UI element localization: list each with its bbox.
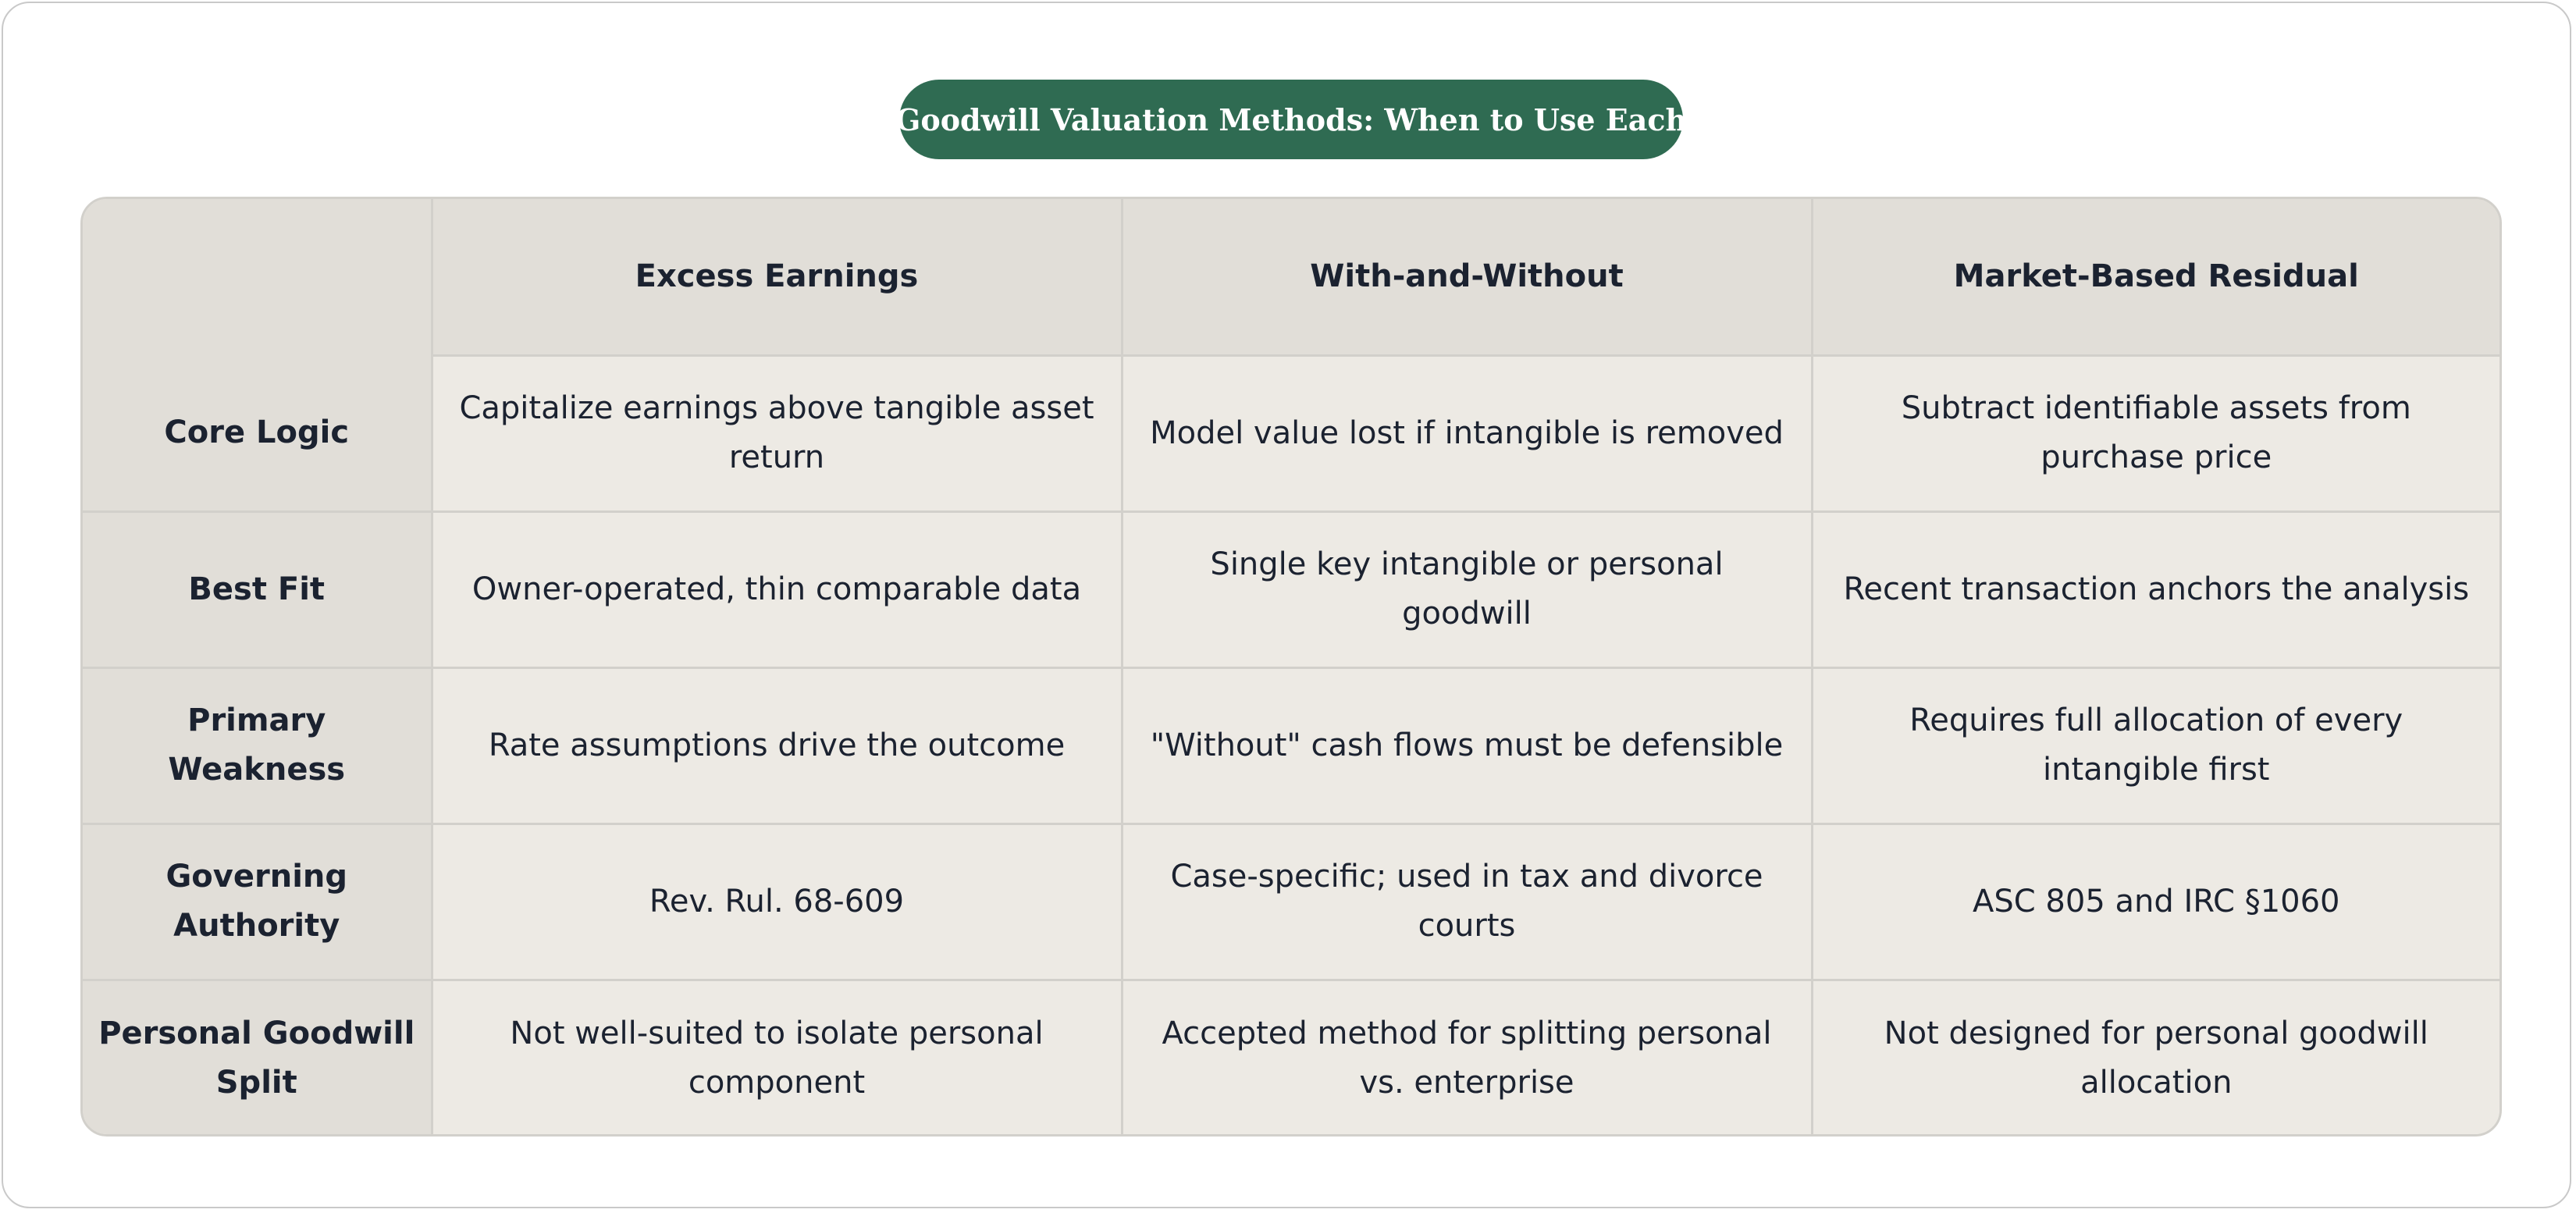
comparison-table	[83, 199, 2500, 1136]
table-cell: Owner-operated, thin comparable data	[432, 511, 1122, 667]
table-cell: ASC 805 and IRC §1060	[1812, 823, 2500, 980]
column-header-market-based-residual: Market-Based Residual	[1812, 199, 2500, 355]
table-cell: Rev. Rul. 68-609	[432, 823, 1122, 980]
column-header-excess-earnings: Excess Earnings	[432, 199, 1122, 355]
table-row	[83, 823, 2500, 980]
table-cell: Recent transaction anchors the analysis	[1812, 511, 2500, 667]
row-label-personal-goodwill-split: Personal Goodwill Split	[83, 980, 432, 1136]
table-cell: Capitalize earnings above tangible asset return	[432, 355, 1122, 511]
table-cell: Rate assumptions drive the outcome	[432, 667, 1122, 823]
table-cell: Not designed for personal goodwill allocation	[1812, 980, 2500, 1136]
row-label-best-fit: Best Fit	[83, 511, 432, 667]
table-row	[83, 980, 2500, 1136]
table-row	[83, 511, 2500, 667]
page-title: Goodwill Valuation Methods: When to Use Each	[899, 80, 1683, 159]
table-cell: Single key intangible or personal goodwill	[1122, 511, 1812, 667]
row-label-governing-authority: Governing Authority	[83, 823, 432, 980]
table-cell: Not well-suited to isolate personal component	[432, 980, 1122, 1136]
header-row	[83, 199, 2500, 355]
row-label-primary-weakness: Primary Weakness	[83, 667, 432, 823]
table-cell: Subtract identifiable assets from purchase price	[1812, 355, 2500, 511]
page-frame	[2, 2, 2571, 1208]
header-corner-cell	[83, 199, 432, 355]
table-cell: Requires full allocation of every intangible first	[1812, 667, 2500, 823]
row-label-core-logic: Core Logic	[83, 355, 432, 511]
table-cell: "Without" cash flows must be defensible	[1122, 667, 1812, 823]
table-cell: Model value lost if intangible is removed	[1122, 355, 1812, 511]
table-cell: Accepted method for splitting personal vs. enterprise	[1122, 980, 1812, 1136]
table-cell: Case-specific; used in tax and divorce courts	[1122, 823, 1812, 980]
table-row	[83, 667, 2500, 823]
column-header-with-and-without: With-and-Without	[1122, 199, 1812, 355]
comparison-table-container	[80, 197, 2502, 1137]
table-row	[83, 355, 2500, 511]
